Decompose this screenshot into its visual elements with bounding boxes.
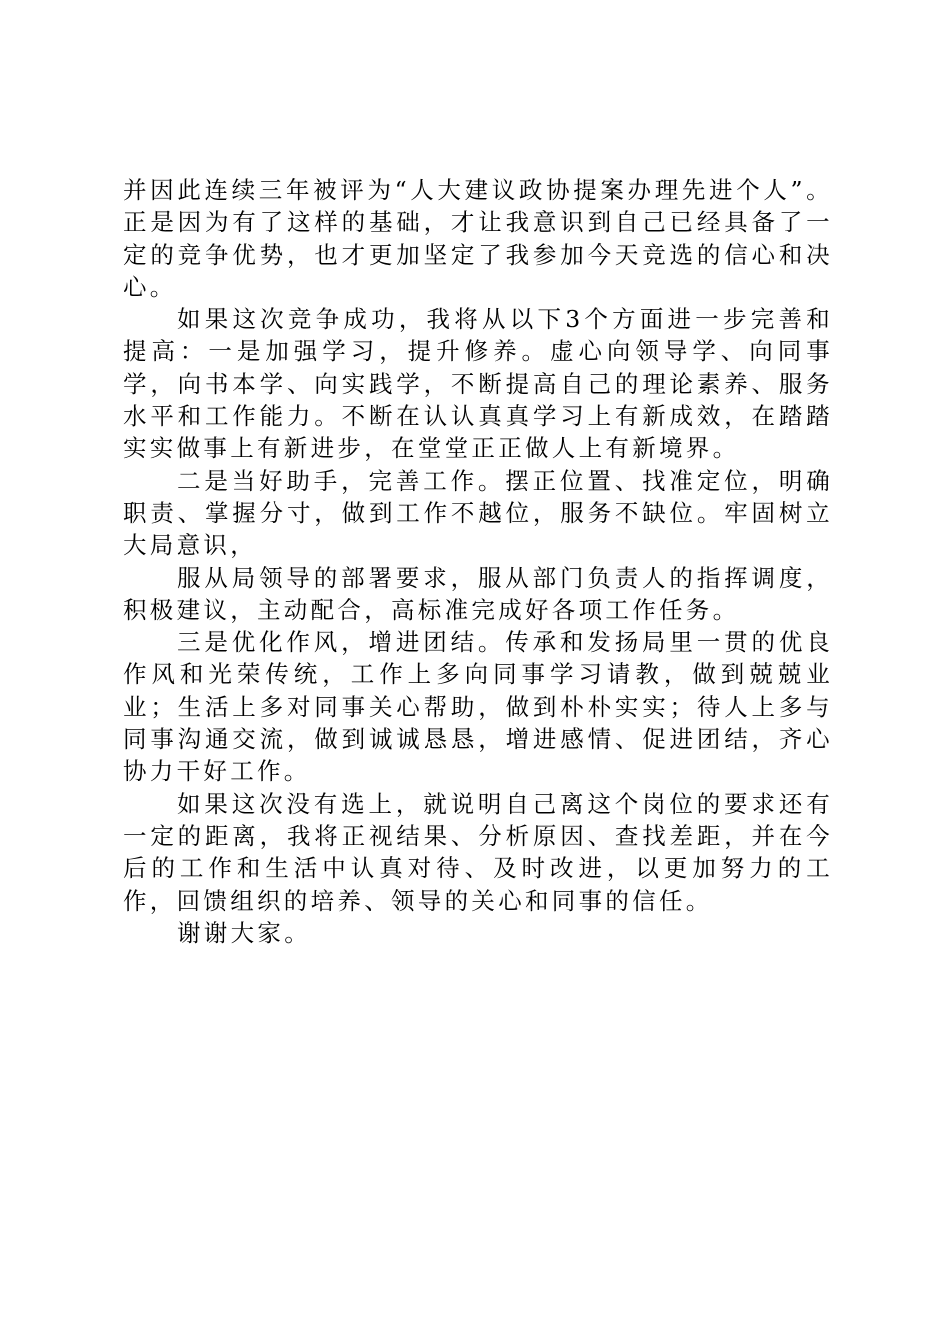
paragraph-2: 如果这次竞争成功，我将从以下3个方面进一步完善和提高：一是加强学习，提升修养。虚心向领导学、向同事学，向书本学、向实践学，不断提高自己的理论素养、服务水平和工作能力。不断在认认真真学习上有新成效，在踏踏实实做事上有新进步，在堂堂正正做人上有新境界。 (123, 305, 833, 463)
paragraph-6: 如果这次没有选上，就说明自己离这个岗位的要求还有一定的距离，我将正视结果、分析原因、查找差距，并在今后的工作和生活中认真对待、及时改进，以更加努力的工作，回馈组织的培养、领导的关心和同事的信任。 (123, 789, 833, 915)
closing-thanks: 谢谢大家。 (177, 918, 311, 947)
document-body (123, 174, 833, 949)
paragraph-5: 三是优化作风，增进团结。传承和发扬局里一贯的优良作风和光荣传统，工作上多向同事学习请教，做到兢兢业业；生活上多对同事关心帮助，做到朴朴实实；待人上多与同事沟通交流，做到诚诚恳恳，增进感情、促进团结，齐心协力干好工作。 (123, 628, 833, 786)
paragraph-3: 二是当好助手，完善工作。摆正位置、找准定位，明确职责、掌握分寸，做到工作不越位，服务不缺位。牢固树立大局意识， (123, 466, 833, 560)
paragraph-4: 服从局领导的部署要求，服从部门负责人的指挥调度，积极建议，主动配合，高标准完成好各项工作任务。 (123, 563, 833, 624)
paragraph-1: 并因此连续三年被评为“人大建议政协提案办理先进个人”。正是因为有了这样的基础，才让我意识到自己已经具备了一定的竞争优势，也才更加坚定了我参加今天竞选的信心和决心。 (123, 176, 833, 301)
